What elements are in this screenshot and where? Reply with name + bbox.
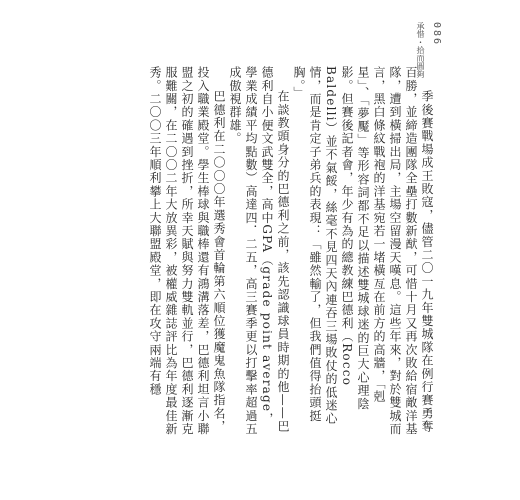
page-number: 086 [431,22,442,47]
paragraph-1: 季後賽戰場成王敗寇，儘管二〇一九年雙城隊在例行賽勇奪百勝，並締造團隊全壘打數新猷，可惜十月又再次敗給宿敵洋基隊，遭到橫掃出局，主場空留漫天嘆息。這些年來，對於雙城而言，黑白條紋戰袍的洋基宛若一堵橫亙在前方的高牆，「剋星」、「夢魘」等形容詞都不足以描述雙城球迷的巨大心理陰影。但賽後記者會，年少有為的總教練巴德利（Rocco Baldelli）並不氣餒，絲毫不見四天內連吞三場敗仗的低迷心情，而是肯定子弟兵的表現：「雖然輸了，但我們值得抬頭挺胸。」 [292,66,434,436]
paragraph-2: 在談教頭身分的巴德利之前，該先認識球員時期的他——巴德利自小便文武雙全，高中GPA（grade point average，學業成績平均點數）高達四．二五，高三賽季更以打擊率超過五成傲視群雄。 [228,66,290,436]
body-text [60,66,435,436]
paragraph-3: 巴德利在二〇〇〇年選秀會首輪第六順位獲魔鬼魚隊指名，投入職業殿堂。學生棒球與職棒還有鴻溝落差，巴德利坦言小聯盟之初的確遇到挫折，所幸天賦與努力雙軌並行，巴德利逐漸克服難關，在二〇〇二年大放異彩，被權威雜誌評比為年度最佳新秀。二〇〇三年順利攀上大聯盟殿堂，即在攻守兩端有穩 [148,66,226,436]
running-header: 承惜・拾而圓夠 [416,22,425,78]
